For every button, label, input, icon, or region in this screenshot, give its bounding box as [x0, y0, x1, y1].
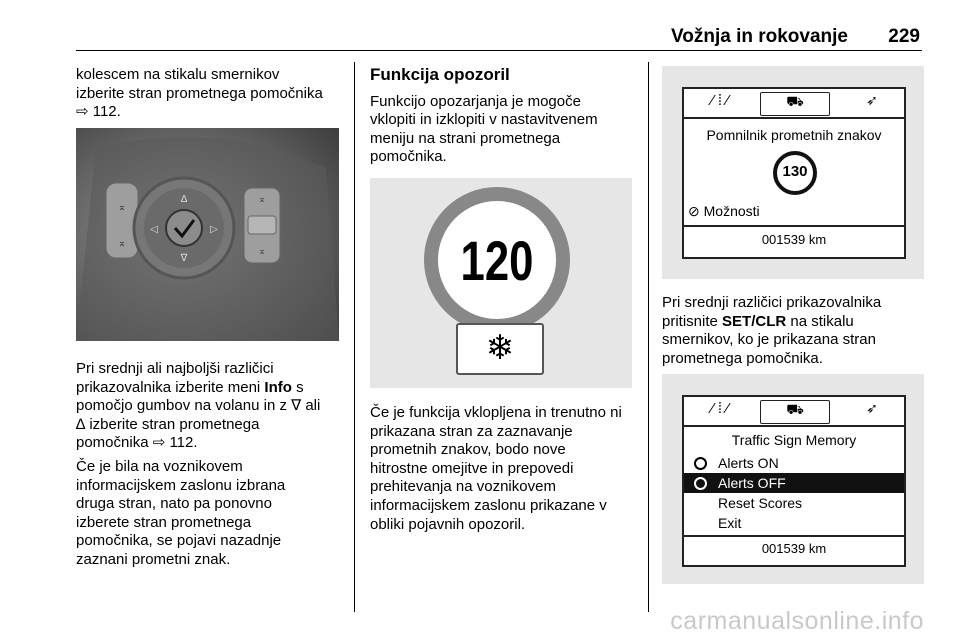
road-icon: ➶: [866, 92, 878, 108]
lane-icon: ⁄ ⁞ ⁄: [711, 400, 729, 417]
middle-column-body: [370, 404, 645, 539]
watermark: carmanualsonline.info: [670, 607, 924, 635]
page-number: 229: [888, 26, 920, 47]
menu-item-selected[interactable]: Alerts OFF: [684, 473, 904, 493]
column-divider: [648, 62, 649, 612]
intro-text: kolescem na stikalu smernikov izberite stran prometnega pomočnika ⇨ 112.: [76, 66, 323, 121]
options-item: ⊘ Možnosti: [688, 203, 760, 219]
paragraph: Pri srednji različici prikazovalnika pritisnite SET/CLR na stikalu smernikov, ko je prikazana stran prometnega pomočnika.: [662, 294, 882, 367]
driver-info-display: [682, 87, 906, 259]
paragraph: Če je funkcija vklopljena in trenutno ni prikazana stran za zaznavanje prometnih znakov, bodo nove hitrostne omejitve in prepovedi prehitevanja na voznikovem informacijskem zaslonu prikazane v obliki pojavnih opozoril.: [370, 404, 622, 533]
steering-wheel-image: [76, 128, 339, 341]
menu-item[interactable]: Reset Scores: [718, 495, 803, 511]
display-figure-2: [662, 374, 924, 584]
radio-icon: [694, 477, 707, 490]
menu-item[interactable]: Exit: [718, 515, 742, 531]
car-icon: ⛟: [760, 92, 830, 116]
section-heading: Funkcija opozoril: [370, 65, 510, 84]
speed-sign-figure: [370, 178, 632, 388]
svg-text:∆: ∆: [180, 194, 188, 205]
display-title: Pomnilnik prometnih znakov: [706, 127, 882, 143]
lane-icon: ⁄ ⁞ ⁄: [711, 92, 729, 109]
page-header: [0, 0, 960, 50]
odometer: 001539 km: [761, 541, 827, 556]
right-column-body: [662, 294, 942, 373]
display-tabs: [684, 397, 904, 427]
display-title: Traffic Sign Memory: [731, 432, 857, 448]
middle-column: [370, 66, 640, 167]
check-icon: ⊘: [688, 203, 700, 219]
car-icon: ⛟: [760, 400, 830, 424]
snow-sign-panel: [456, 323, 544, 375]
menu-item[interactable]: Alerts ON: [684, 453, 904, 473]
speed-sign: 130: [773, 151, 817, 195]
svg-text:⌅: ⌅: [117, 238, 127, 249]
radio-icon: [694, 457, 707, 470]
svg-text:◁: ◁: [150, 224, 158, 235]
column-divider: [354, 62, 355, 612]
speed-limit-value: 120: [460, 229, 534, 292]
svg-text:⌅: ⌅: [258, 246, 266, 256]
road-icon: ➶: [866, 400, 878, 416]
driver-info-display: [682, 395, 906, 567]
paragraph: Pri srednji ali najboljši različici prikazovalnika izberite meni Info s pomočjo gumbov na volanu in z ∇ ali ∆ izberite stran prometnega pomočnika ⇨ 112.: [76, 360, 321, 452]
paragraph: Če je bila na voznikovem informacijskem zaslonu izbrana druga stran, nato pa ponovno izberete stran prometnega pomočnika, se pojavi nazadnje zaznani prometni znak.: [76, 457, 286, 568]
header-rule: [76, 50, 922, 51]
svg-text:∇: ∇: [180, 253, 188, 264]
svg-text:⌅: ⌅: [258, 194, 266, 204]
display-figure-1: [662, 66, 924, 279]
left-column: [76, 66, 346, 122]
snowflake-icon: ❄: [485, 329, 515, 367]
left-column-body: [76, 360, 351, 575]
odometer: 001539 km: [761, 232, 827, 247]
intro-text: Funkcijo opozarjanja je mogoče vklopiti in izklopiti v nastavitvenem meniju na strani prometnega pomočnika.: [370, 92, 598, 166]
display-tabs: [684, 89, 904, 119]
page-title: Vožnja in rokovanje: [670, 26, 848, 47]
svg-text:⌅: ⌅: [117, 202, 127, 213]
svg-text:▷: ▷: [210, 224, 218, 235]
